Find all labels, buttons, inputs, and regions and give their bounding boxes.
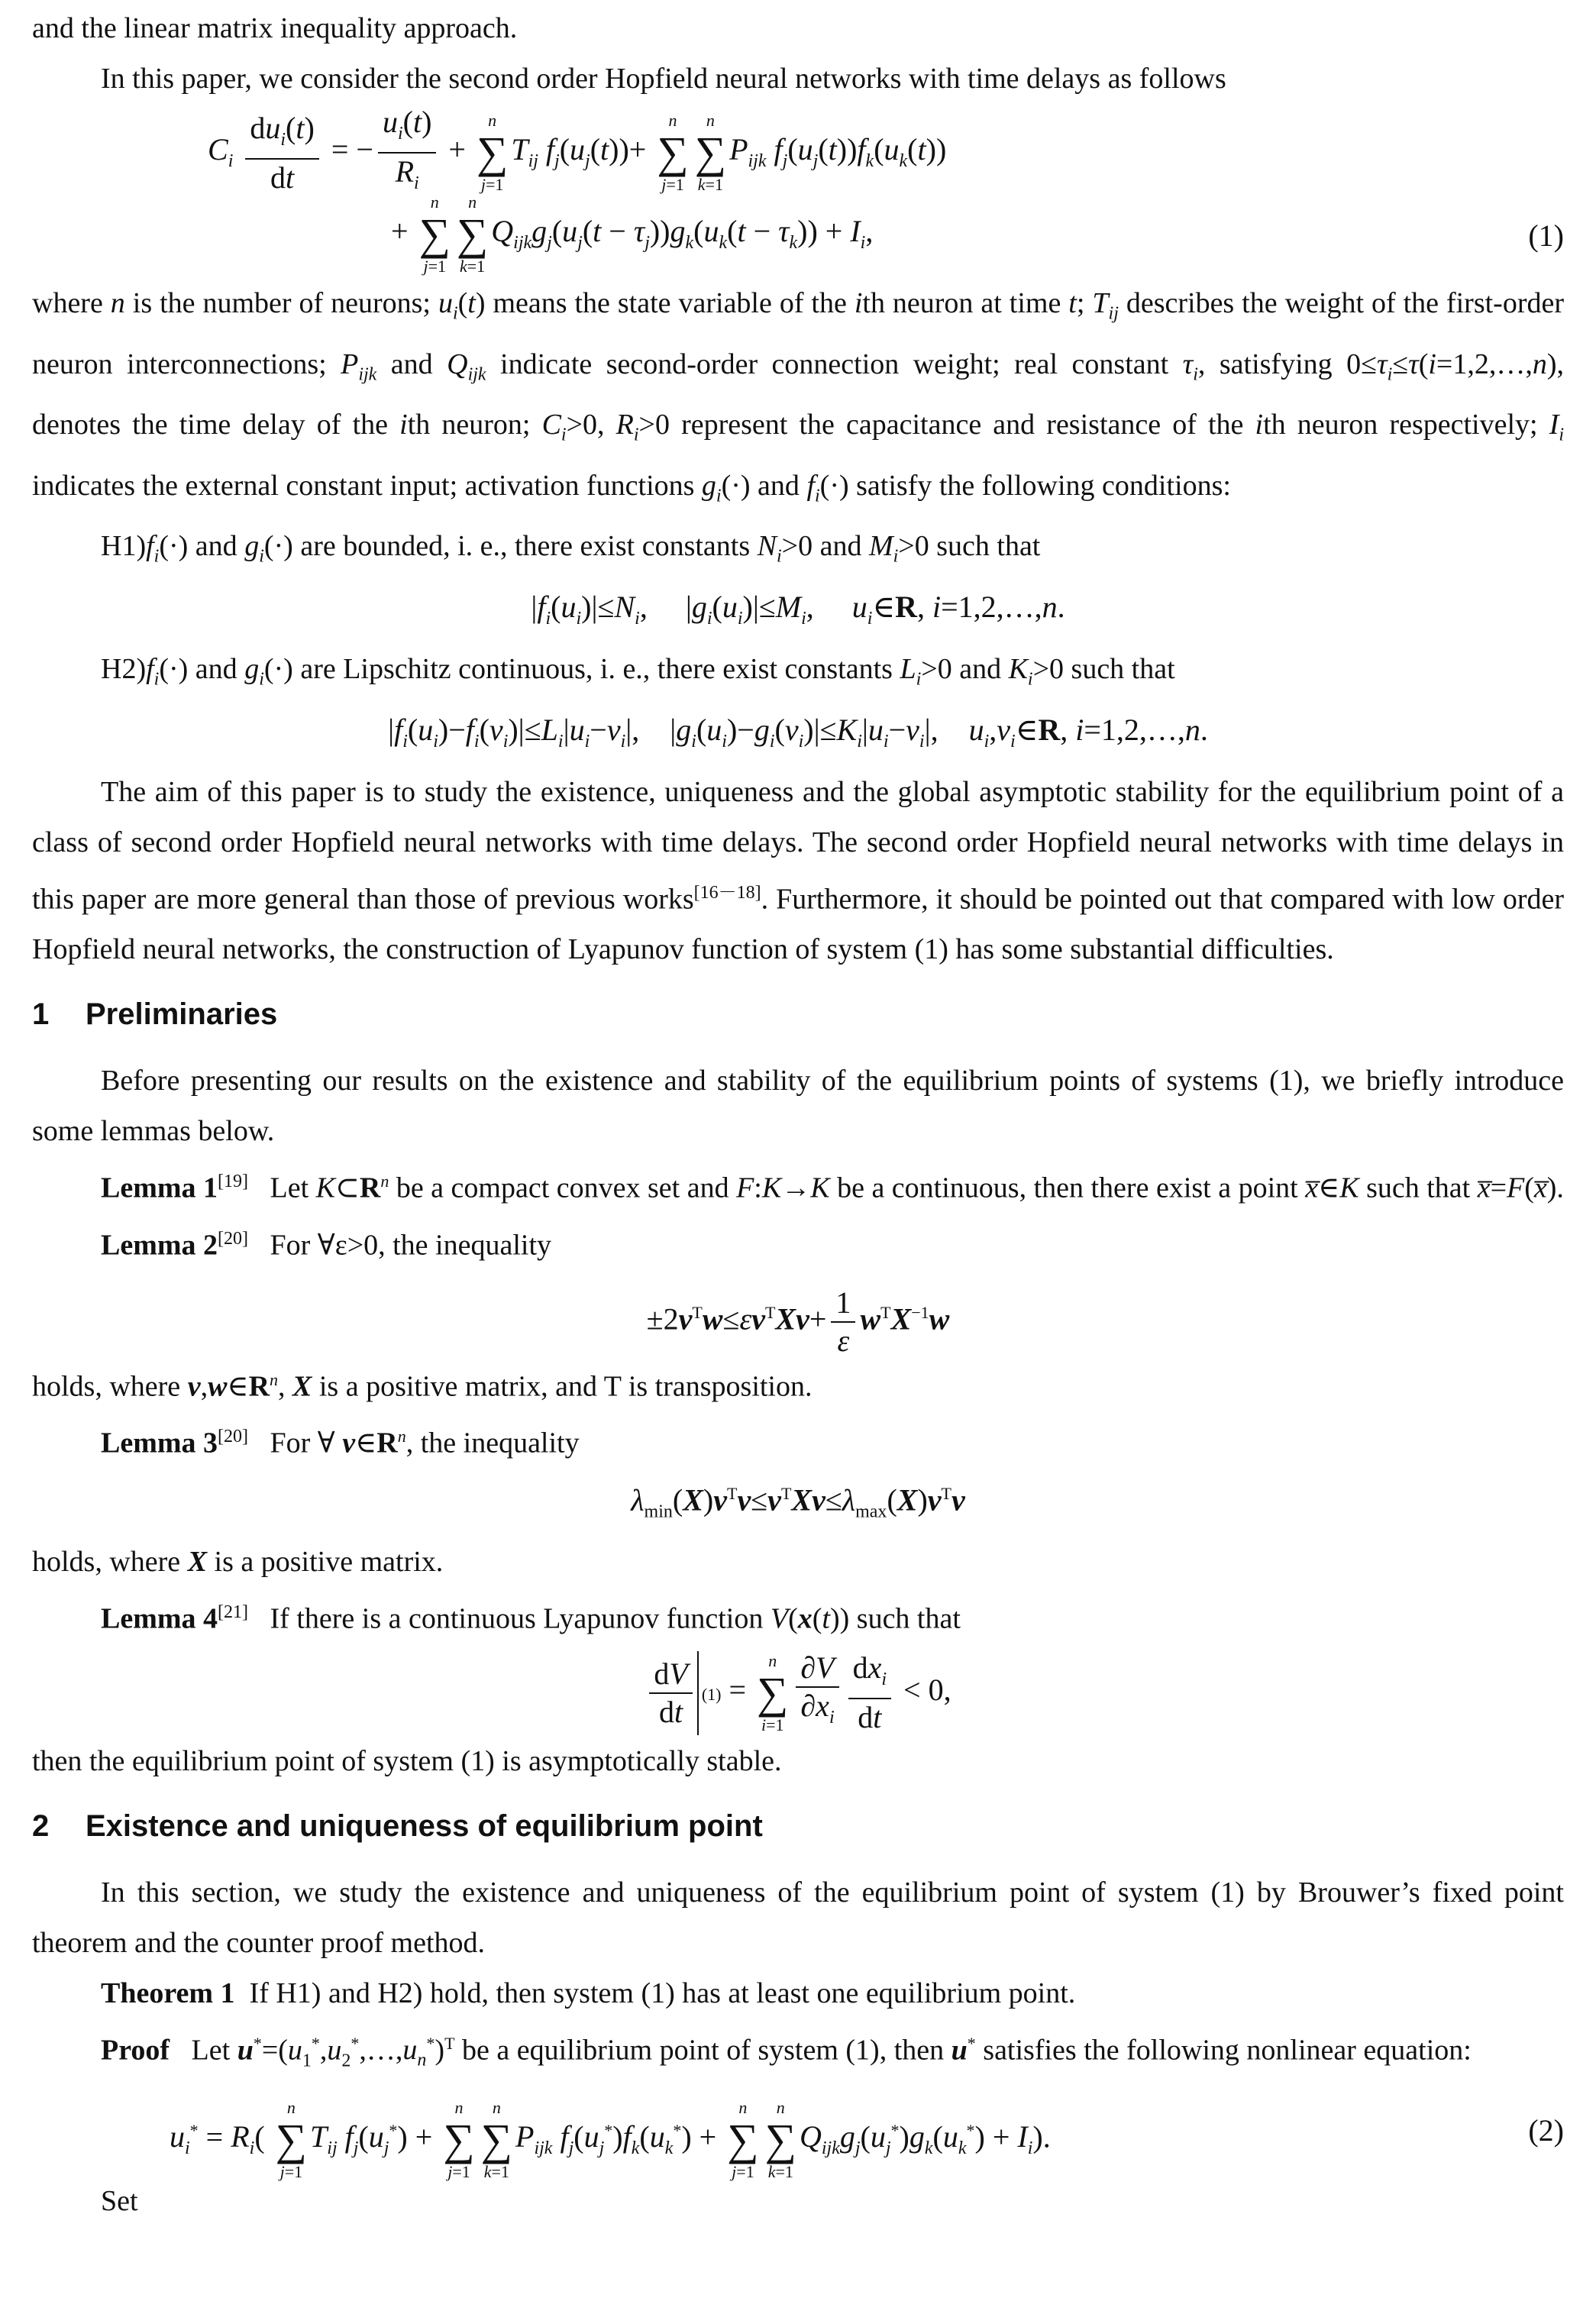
lemma-3: Lemma 3[20] For ∀ v∈R$^n$, the inequality [101, 1427, 580, 1459]
set-text: Set [101, 2185, 138, 2218]
lemma-2: Lemma 2[20] For ∀ε>0, the inequality [101, 1228, 552, 1262]
h1-bound-equation: $|f_i(u_i)|\le N_i$, $|g_i(u_i)|\le M_i$, $u_i\in R$, i=1,2,…,n. [531, 589, 1065, 629]
lemma-4-condition: $\frac{dV}{dt}$ (1) = n ∑ i=1 $\frac{\partial V}{\partial x_i}$ $\frac{dx_i}{dt}$ < 0, [32, 1644, 1564, 1736]
paper-page [32, 0, 1564, 2226]
lemma-4-then: then the equilibrium point of system (1) is asymptotically stable. [32, 1744, 782, 1777]
lemma-3-inequality: $\lambda_{min}(X)v^Tv\le v^TXv\le\lambda_{max}(X)v^Tv$ [631, 1482, 965, 1522]
h2-lipschitz-equation: $|f_i(u_i)-f_i(v_i)|\le L_i|u_i-v_i|$, $|g_i(u_i)-g_i(v_i)|\le K_i|u_i-v_i|$, $u_i,v_i\in R$, i=1,2,…,n. [388, 712, 1208, 752]
where-paragraph: where n is the number of neurons; $u_i(t)$ means the state variable of the ith neuron at time t; $T_{ij}$ describes the weight of the first-order neuron interconnections; $P_{ijk}$ and $Q_{ijk}$ indicate second-order connection weight; real constant $\tau_i$, satisfying $0\le\tau_i\le\tau(i=1,2,\dots,n)$, denotes the time delay of the ith neuron; $C_i>0$, $R_i>0$ represent the capacitance and resistance of the ith neuron respectively; $I_i$ indicates the external constant input; activation functions $g_i(\cdot)$ and $f_i(\cdot)$ satisfy the following conditions: [32, 287, 1565, 506]
section-2-heading: 2 Existence and uniqueness of equilibrium point [32, 1808, 763, 1843]
lemma-2-inequality: ±2v$^T$w≤εv$^T$Xv+ $\frac{1}{\varepsilon}$ w$^T$X$^{-1}$w [646, 1285, 950, 1358]
lemma-4: Lemma 4[21] If there is a continuous Lyapunov function V(x(t)) such that [101, 1602, 961, 1635]
equation-2: $u_i^* = R_i$( n ∑ j=1 $T_{ij}$ $f_j(u_j^*)$ + n ∑ j=1 n ∑ k=1 $P_{ijk}$ $f_j(u_j^*)f_k(u_k^*)$ + n ∑ j=1 n ∑ k=1 $Q_{ijk}g_j(u_j^*)g_k(u_k^*) + I_i$). (2) [32, 2086, 1564, 2176]
equation-1-line-1: $C_i$ $\frac{du_i(t)}{dt}$ = − $\frac{u_i(t)}{R_i}$ + n ∑ j=1 $T_{ij}$ $f_j(u_j(t))+$ n ∑ j=1 n ∑ k=1 $P_{ijk}$ $f_j(u_j(t))f_k(u_k(t))$ [208, 105, 947, 195]
proof-paragraph: Proof Let $u^*=(u_1^*,u_2^*,\dots,u_n^*)^T$ be a equilibrium point of system (1), then u* satisfies the following nonlinear equation: [101, 2033, 1472, 2071]
condition-h2: $H2)f_i(\cdot)$ and $g_i(\cdot)$ are Lipschitz continuous, i. e., there exist constants $L_i>0$ and $K_i>0$ such that [101, 652, 1175, 690]
equation-1-line-2: + n ∑ j=1 n ∑ k=1 $Q_{ijk}g_j(u_j(t - \tau_j))g_k(u_k(t - \tau_k)) + I_i$, (1) [391, 192, 1564, 276]
equation-2-number: (2) [1528, 2113, 1564, 2148]
section-1-heading: 1 Preliminaries [32, 997, 278, 1032]
section-2-intro: In this section, we study the existence and uniqueness of the equilibrium point of system (1) by Brouwer’s fixed point theorem and the counter proof method. [32, 1876, 1564, 1959]
before-paragraph: Before presenting our results on the existence and stability of the equilibrium points of systems (1), we briefly introduce some lemmas below. [32, 1065, 1564, 1148]
lemma-2-holds: holds, where v,w∈R$^n$, X is a positive matrix, and T is transposition. [32, 1369, 813, 1403]
theorem-1: Theorem 1 If H1) and H2) hold, then system (1) has at least one equilibrium point. [101, 1977, 1076, 2009]
condition-h1: $H1)f_i(\cdot)$ and $g_i(\cdot)$ are bounded, i. e., there exist constants $N_i>0$ and $M_i>0$ such that [101, 530, 1041, 567]
intro-tail: and the linear matrix inequality approach. [32, 12, 518, 44]
intro-paragraph: In this paper, we consider the second order Hopfield neural networks with time delays as follows [101, 63, 1226, 95]
lemma-3-holds: holds, where X is a positive matrix. [32, 1546, 444, 1579]
equation-1-number: (1) [1528, 218, 1564, 253]
aim-paragraph: The aim of this paper is to study the existence, uniqueness and the global asymptotic stability for the equilibrium point of a class of second order Hopfield neural networks with time delays. The second order Hopfield neural networks with time delays in this paper are more general than those of previous works[16－18]. Furthermore, it should be pointed out that compared with low order Hopfield neural networks, the construction of Lyapunov function of system (1) has some substantial difficulties. [32, 775, 1564, 966]
lemma-1: Lemma 1[19] Let K⊂R$^n$ be a compact convex set and F:K→K be a continuous, then there exist a point x̅∈K such that x̅=F(x̅). [101, 1172, 1564, 1204]
